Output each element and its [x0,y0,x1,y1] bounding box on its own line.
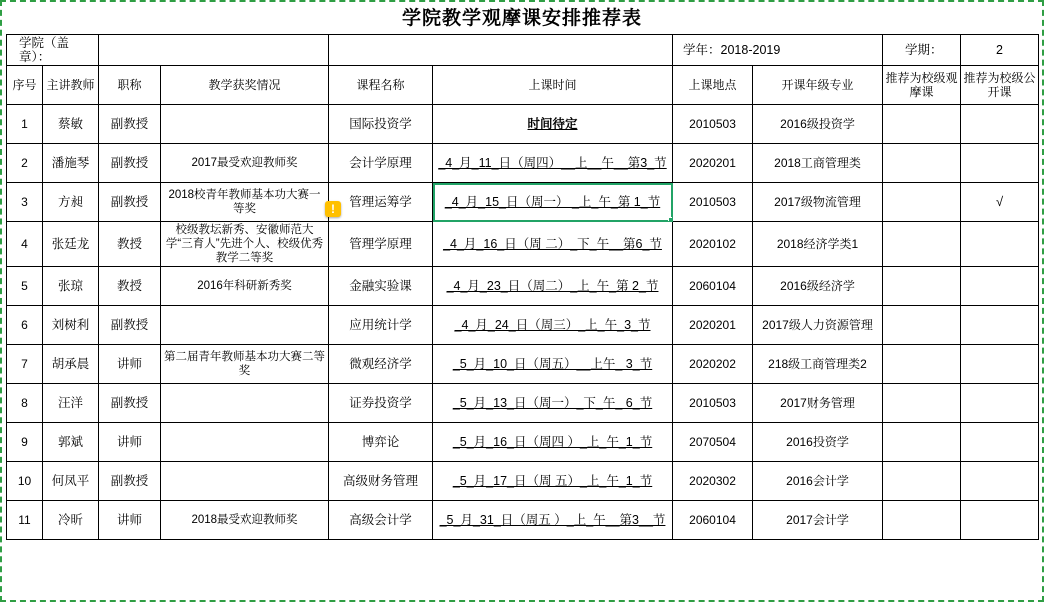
cell-time-text: _4_月_23_日（周二）_上_午_第 2_节 [446,279,659,293]
cell-rec-demo[interactable] [883,501,961,540]
cell-place[interactable]: 2010503 [673,183,753,222]
cell-place[interactable]: 2020202 [673,345,753,384]
cell-course[interactable]: 微观经济学 [329,345,433,384]
spreadsheet-sheet[interactable] [4,4,1040,598]
cell-rec-open[interactable] [961,306,1039,345]
cell-rec-open[interactable] [961,144,1039,183]
col-header-title: 职称 [99,66,161,105]
cell-teacher[interactable]: 刘树利 [43,306,99,345]
cell-teacher[interactable]: 何凤平 [43,462,99,501]
cell-teacher[interactable]: 冷昕 [43,501,99,540]
cell-time-text: _5_月_13_日（周一）_下_午_ 6_节 [452,396,653,410]
cell-major[interactable]: 2016级经济学 [753,267,883,306]
cell-title[interactable]: 讲师 [99,423,161,462]
cell-rec-demo[interactable] [883,222,961,267]
cell-time-text: _5_月_17_日（周 五）_上_午_1_节 [452,474,653,488]
cell-rec-open[interactable] [961,462,1039,501]
cell-rec-demo[interactable] [883,306,961,345]
cell-course[interactable]: 国际投资学 [329,105,433,144]
cell-time[interactable] [433,144,673,183]
cell-place[interactable]: 2010503 [673,384,753,423]
cell-title[interactable]: 教授 [99,267,161,306]
cell-course[interactable]: 金融实验课 [329,267,433,306]
cell-seq[interactable]: 5 [7,267,43,306]
col-header-award: 教学获奖情况 [161,66,329,105]
cell-major[interactable]: 2017级物流管理 [753,183,883,222]
cell-title[interactable]: 讲师 [99,501,161,540]
cell-major[interactable]: 2017会计学 [753,501,883,540]
cell-seq[interactable]: 11 [7,501,43,540]
cell-rec-open[interactable] [961,384,1039,423]
cell-major[interactable]: 2018工商管理类 [753,144,883,183]
cell-teacher[interactable]: 蔡敏 [43,105,99,144]
col-header-time: 上课时间 [433,66,673,105]
cell-course[interactable]: 管理学原理 [329,222,433,267]
cell-teacher[interactable]: 胡承晨 [43,345,99,384]
table-row [7,105,1039,144]
cell-time-text: _5_月_10_日（周五）__上午_ 3_节 [452,357,653,371]
cell-time-text: _4_月_16_日（周 二）_下_午__第6_节 [443,237,662,251]
academic-year-label: 学年：2018-2019 [673,35,883,66]
col-header-seq: 序号 [7,66,43,105]
table-header-row [7,66,1039,105]
cell-major[interactable]: 2017级人力资源管理 [753,306,883,345]
cell-time[interactable] [433,267,673,306]
cell-award[interactable] [161,462,329,501]
cell-title[interactable]: 讲师 [99,345,161,384]
cell-rec-demo[interactable] [883,462,961,501]
cell-award[interactable]: 2017最受欢迎教师奖 [161,144,329,183]
cell-place[interactable]: 2020201 [673,144,753,183]
term-label: 学期： [883,35,961,66]
cell-seq[interactable]: 4 [7,222,43,267]
cell-course[interactable]: 证券投资学 [329,384,433,423]
cell-place[interactable]: 2010503 [673,105,753,144]
cell-rec-open[interactable] [961,267,1039,306]
cell-seq[interactable]: 7 [7,345,43,384]
cell-rec-demo[interactable] [883,384,961,423]
schedule-table [6,34,1039,540]
cell-major[interactable]: 2018经济学类1 [753,222,883,267]
cell-place[interactable]: 2020201 [673,306,753,345]
college-value[interactable] [99,35,329,66]
college-label: 学院（盖章）： [7,35,99,66]
cell-major[interactable]: 2016级投资学 [753,105,883,144]
cell-rec-demo[interactable] [883,423,961,462]
col-header-course: 课程名称 [329,66,433,105]
cell-rec-open[interactable] [961,501,1039,540]
cell-place[interactable]: 2060104 [673,267,753,306]
cell-seq[interactable]: 6 [7,306,43,345]
cell-rec-open[interactable] [961,105,1039,144]
cell-title[interactable]: 副教授 [99,306,161,345]
cell-seq[interactable]: 10 [7,462,43,501]
cell-rec-open[interactable] [961,345,1039,384]
cell-teacher[interactable]: 张琼 [43,267,99,306]
cell-award[interactable]: 校级教坛新秀、安徽师范大学“三育人”先进个人、校级优秀教学二等奖 [161,222,329,267]
table-row [7,222,1039,267]
cell-major[interactable]: 2016投资学 [753,423,883,462]
table-row [7,384,1039,423]
col-header-major: 开课年级专业 [753,66,883,105]
cell-course[interactable]: 管理运筹学 [329,183,433,222]
cell-place[interactable]: 2020102 [673,222,753,267]
cell-title[interactable]: 副教授 [99,384,161,423]
cell-course[interactable]: 博弈论 [329,423,433,462]
info-blank-mid [329,35,673,66]
col-header-rec-demo: 推荐为校级观摩课 [883,66,961,105]
cell-course[interactable]: 会计学原理 [329,144,433,183]
cell-title[interactable]: 副教授 [99,144,161,183]
cell-rec-demo[interactable] [883,345,961,384]
cell-award[interactable] [161,384,329,423]
cell-place[interactable]: 2060104 [673,501,753,540]
comment-indicator-icon[interactable]: ! [325,201,341,217]
table-row [7,501,1039,540]
cell-title[interactable]: 副教授 [99,105,161,144]
cell-course[interactable]: 高级财务管理 [329,462,433,501]
cell-award[interactable] [161,105,329,144]
cell-time-active[interactable] [433,183,673,222]
cell-place[interactable]: 2020302 [673,462,753,501]
cell-rec-open[interactable]: √ [961,183,1039,222]
cell-rec-demo[interactable] [883,267,961,306]
cell-rec-open[interactable] [961,222,1039,267]
cell-teacher[interactable]: 方昶 [43,183,99,222]
cell-time-text: _5_月_16_日（周四 ）_上_午_1_节 [452,435,653,449]
cell-teacher[interactable]: 张廷龙 [43,222,99,267]
cell-time[interactable] [433,423,673,462]
cell-major[interactable]: 218级工商管理类2 [753,345,883,384]
cell-title[interactable]: 教授 [99,222,161,267]
table-row [7,183,1039,222]
cell-time[interactable] [433,501,673,540]
cell-major[interactable]: 2016会计学 [753,462,883,501]
cell-time-text: _4_月_24_日（周三）_上_午_3_节 [454,318,651,332]
col-header-place: 上课地点 [673,66,753,105]
cell-teacher[interactable]: 汪洋 [43,384,99,423]
cell-time-text: 时间待定 [527,117,578,131]
table-row [7,306,1039,345]
cell-award[interactable]: 2016年科研新秀奖 [161,267,329,306]
cell-time-text: _4_月_15_日（周一） _上_午_第 1_节 [444,195,661,209]
cell-seq[interactable]: 8 [7,384,43,423]
term-value: 2 [961,35,1039,66]
cell-rec-open[interactable] [961,423,1039,462]
page-title: 学院教学观摩课安排推荐表 [401,7,642,29]
table-row [7,267,1039,306]
cell-teacher[interactable]: 潘施琴 [43,144,99,183]
cell-place[interactable]: 2070504 [673,423,753,462]
cell-course[interactable]: 应用统计学 [329,306,433,345]
cell-time[interactable] [433,462,673,501]
cell-title[interactable]: 副教授 [99,462,161,501]
table-row [7,345,1039,384]
cell-seq[interactable]: 2 [7,144,43,183]
cell-seq[interactable]: 9 [7,423,43,462]
cell-title[interactable]: 副教授 [99,183,161,222]
cell-seq[interactable]: 1 [7,105,43,144]
table-row [7,462,1039,501]
cell-rec-demo[interactable] [883,105,961,144]
cell-course[interactable]: 高级会计学 [329,501,433,540]
cell-award[interactable]: 第二届青年教师基本功大赛二等奖 [161,345,329,384]
cell-teacher[interactable]: 郭斌 [43,423,99,462]
table-row [7,144,1039,183]
cell-time[interactable] [433,222,673,267]
col-header-rec-open: 推荐为校级公开课 [961,66,1039,105]
cell-seq[interactable]: 3 [7,183,43,222]
cell-time[interactable] [433,345,673,384]
cell-award[interactable] [161,423,329,462]
cell-time-text: _4_月_11_日（周四）__上__午__第3_节 [438,156,667,170]
cell-time[interactable] [433,306,673,345]
cell-time[interactable] [433,105,673,144]
cell-time[interactable] [433,384,673,423]
table-row [7,423,1039,462]
info-row [7,35,1039,66]
cell-award[interactable] [161,306,329,345]
cell-award[interactable]: 2018校青年教师基本功大赛一等奖 [161,183,329,222]
col-header-teacher: 主讲教师 [43,66,99,105]
cell-award[interactable]: 2018最受欢迎教师奖 [161,501,329,540]
cell-rec-demo[interactable] [883,183,961,222]
cell-time-text: _5_月_31_日（周五 ）_上_午__第3__节 [439,513,666,527]
cell-rec-demo[interactable] [883,144,961,183]
cell-major[interactable]: 2017财务管理 [753,384,883,423]
